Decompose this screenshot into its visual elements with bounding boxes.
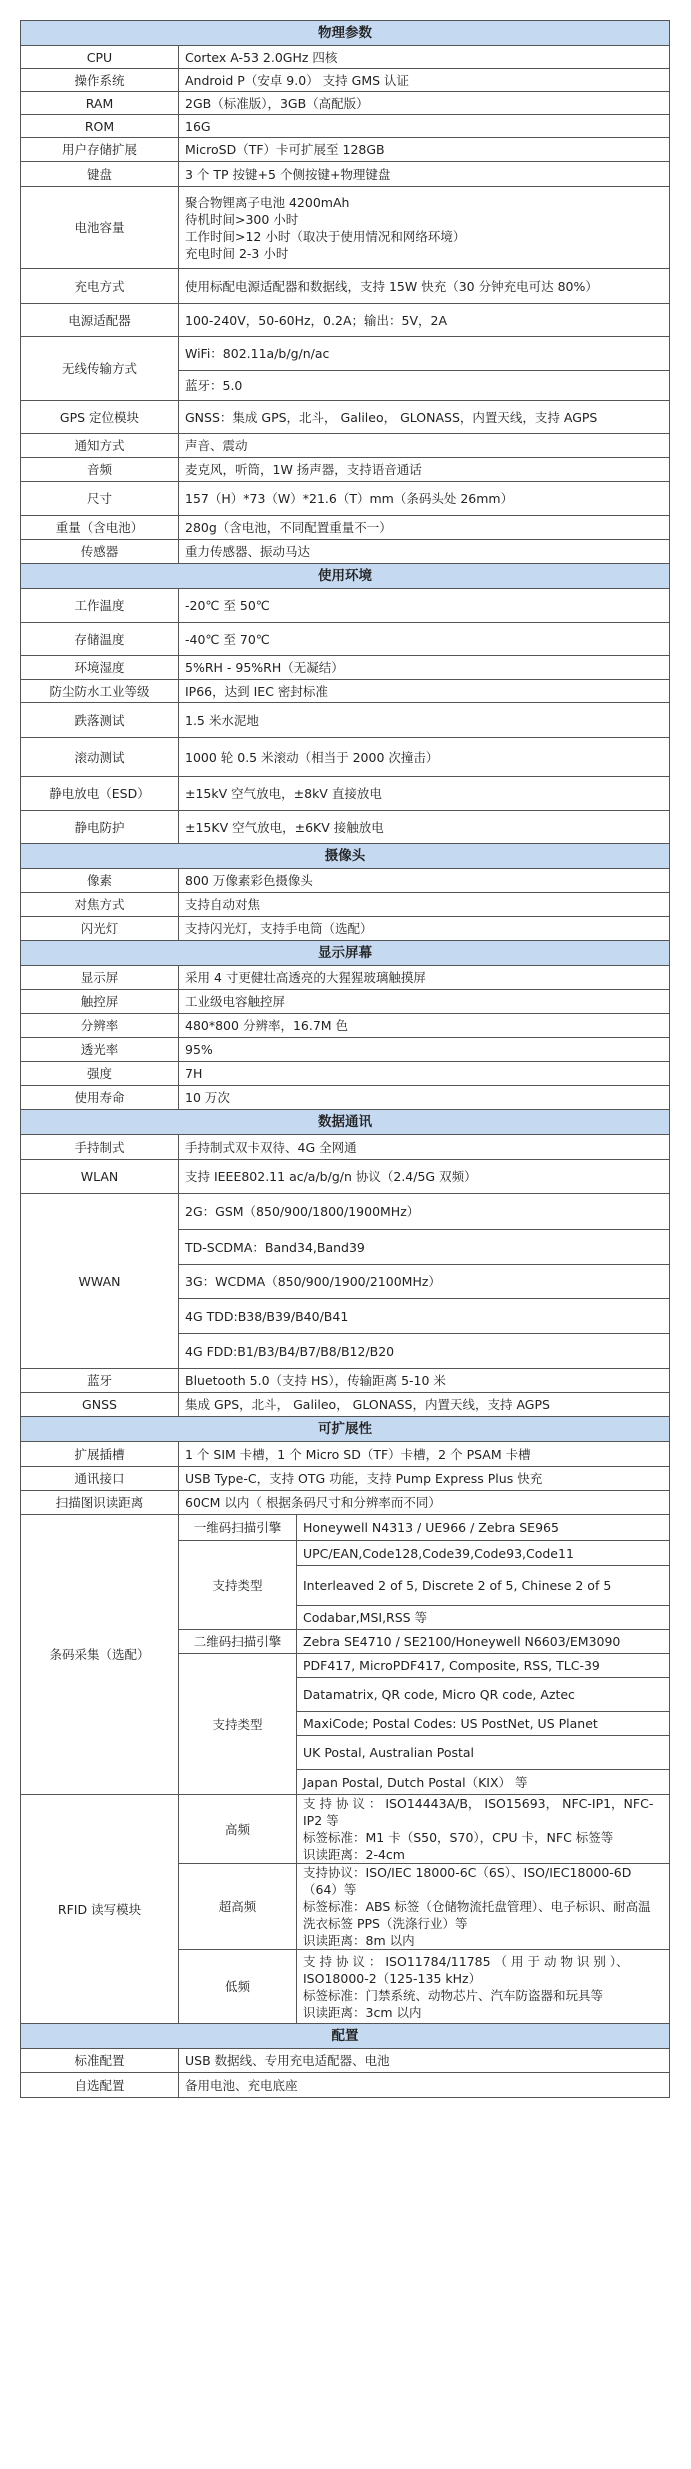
rfid-band-value (297, 1950, 670, 2024)
table-row (21, 434, 670, 458)
table-row (21, 564, 670, 589)
row-value: USB 数据线、专用充电适配器、电池 (179, 2049, 670, 2073)
row-label: 重量（含电池） (21, 516, 179, 540)
row-label: 音频 (21, 458, 179, 482)
table-row (21, 811, 670, 844)
rfid-band-name: 超高频 (179, 1864, 297, 1950)
row-label: 标准配置 (21, 2049, 179, 2073)
row-value: 157（H）*73（W）*21.6（T）mm（条码头处 26mm） (179, 482, 670, 516)
row-label: 跌落测试 (21, 703, 179, 738)
table-row (21, 1369, 670, 1393)
row-value: 备用电池、充电底座 (179, 2073, 670, 2098)
row-label: 触控屏 (21, 990, 179, 1014)
barcode-value: Honeywell N4313 / UE966 / Zebra SE965 (297, 1515, 670, 1541)
barcode-value: MaxiCode; Postal Codes: US PostNet, US Planet (297, 1712, 670, 1736)
row-label: 充电方式 (21, 269, 179, 304)
row-label: 强度 (21, 1062, 179, 1086)
row-value: IP66，达到 IEC 密封标准 (179, 680, 670, 703)
table-row (21, 893, 670, 917)
table-row (21, 401, 670, 434)
row-label: GPS 定位模块 (21, 401, 179, 434)
row-value (179, 187, 670, 269)
row-value: 支持自动对焦 (179, 893, 670, 917)
spec-table (20, 20, 670, 2098)
table-row (21, 623, 670, 656)
table-row (21, 1062, 670, 1086)
value-line: 识读距离：8m 以内 (303, 1933, 415, 1948)
row-label: 工作温度 (21, 589, 179, 623)
value-line: 待机时间>300 小时 (185, 211, 299, 227)
row-label: CPU (21, 46, 179, 69)
row-value: 支持闪光灯，支持手电筒（选配） (179, 917, 670, 941)
table-row (21, 777, 670, 811)
barcode-label: 条码采集（选配） (21, 1515, 179, 1795)
row-value: 2GB（标准版），3GB（高配版） (179, 92, 670, 115)
section-title-config: 配置 (21, 2024, 670, 2049)
row-value: 支持 IEEE802.11 ac/a/b/g/n 协议（2.4/5G 双频） (179, 1160, 670, 1194)
section-title-environment: 使用环境 (21, 564, 670, 589)
row-value: 麦克风，听筒，1W 扬声器，支持语音通话 (179, 458, 670, 482)
row-value: 100-240V，50-60Hz，0.2A；输出：5V，2A (179, 304, 670, 337)
row-value: WiFi：802.11a/b/g/n/ac (179, 337, 670, 371)
table-row (21, 1417, 670, 1442)
table-row (21, 1160, 670, 1194)
row-label: ROM (21, 115, 179, 138)
row-label: 尺寸 (21, 482, 179, 516)
row-label: 蓝牙 (21, 1369, 179, 1393)
table-row (21, 138, 670, 162)
table-row (21, 115, 670, 138)
row-value: 10 万次 (179, 1086, 670, 1110)
value-line: 聚合物锂离子电池 4200mAh (185, 194, 350, 210)
table-row (21, 516, 670, 540)
table-row (21, 1086, 670, 1110)
row-value: 3G：WCDMA（850/900/1900/2100MHz） (179, 1265, 670, 1299)
row-value: Android P（安卓 9.0） 支持 GMS 认证 (179, 69, 670, 92)
table-row (21, 162, 670, 187)
section-title-comm: 数据通讯 (21, 1110, 670, 1135)
row-value: -40℃ 至 70℃ (179, 623, 670, 656)
barcode-value: Codabar,MSI,RSS 等 (297, 1606, 670, 1630)
table-row (21, 1110, 670, 1135)
row-value: TD-SCDMA：Band34,Band39 (179, 1230, 670, 1265)
row-value: 4G FDD:B1/B3/B4/B7/B8/B12/B20 (179, 1334, 670, 1369)
rfid-label: RFID 读写模块 (21, 1795, 179, 2024)
row-value: 4G TDD:B38/B39/B40/B41 (179, 1299, 670, 1334)
row-label: 无线传输方式 (21, 337, 179, 401)
table-row (21, 269, 670, 304)
table-row (21, 540, 670, 564)
row-value: 7H (179, 1062, 670, 1086)
row-label: 静电防护 (21, 811, 179, 844)
table-row (21, 1515, 670, 1541)
row-label: 对焦方式 (21, 893, 179, 917)
table-row (21, 1393, 670, 1417)
row-label: 传感器 (21, 540, 179, 564)
row-label: WLAN (21, 1160, 179, 1194)
barcode-value: Datamatrix, QR code, Micro QR code, Aztec (297, 1678, 670, 1712)
table-row (21, 337, 670, 371)
section-title-display: 显示屏幕 (21, 941, 670, 966)
table-row (21, 738, 670, 777)
row-value: ±15KV 空气放电，±6KV 接触放电 (179, 811, 670, 844)
row-label: 使用寿命 (21, 1086, 179, 1110)
row-label: 手持制式 (21, 1135, 179, 1160)
value-line: 识读距离：2-4cm (303, 1847, 405, 1862)
table-row (21, 1014, 670, 1038)
row-value: 集成 GPS，北斗， Galileo， GLONASS，内置天线，支持 AGPS (179, 1393, 670, 1417)
table-row (21, 2073, 670, 2098)
value-line: 充电时间 2-3 小时 (185, 245, 289, 261)
row-value: 手持制式双卡双待、4G 全网通 (179, 1135, 670, 1160)
row-label: 键盘 (21, 162, 179, 187)
row-label: 扩展插槽 (21, 1442, 179, 1467)
barcode-value: Interleaved 2 of 5, Discrete 2 of 5, Chinese 2 of 5 (297, 1566, 670, 1606)
table-row (21, 92, 670, 115)
barcode-sub-label: 一维码扫描引擎 (179, 1515, 297, 1541)
barcode-value: UPC/EAN,Code128,Code39,Code93,Code11 (297, 1541, 670, 1566)
table-row (21, 1491, 670, 1515)
row-label: RAM (21, 92, 179, 115)
row-value: 480*800 分辨率，16.7M 色 (179, 1014, 670, 1038)
table-row (21, 1038, 670, 1062)
row-label: 通知方式 (21, 434, 179, 458)
table-row (21, 1467, 670, 1491)
value-line: 标签标准：M1 卡（S50，S70），CPU 卡，NFC 标签等 (303, 1830, 614, 1845)
table-row (21, 1135, 670, 1160)
table-row (21, 656, 670, 680)
row-label: 扫描图识读距离 (21, 1491, 179, 1515)
row-value: 使用标配电源适配器和数据线，支持 15W 快充（30 分钟充电可达 80%） (179, 269, 670, 304)
row-value: 60CM 以内（ 根据条码尺寸和分辨率而不同） (179, 1491, 670, 1515)
row-value: 95% (179, 1038, 670, 1062)
rfid-band-name: 低频 (179, 1950, 297, 2024)
barcode-value: Zebra SE4710 / SE2100/Honeywell N6603/EM3090 (297, 1630, 670, 1654)
table-row (21, 2049, 670, 2073)
value-line: 支 持 协 议 ： ISO11784/11785 （ 用 于 动 物 识 别 ）、ISO18000-2（125-135 kHz） (303, 1953, 629, 1986)
row-value: 800 万像素彩色摄像头 (179, 869, 670, 893)
row-label: 通讯接口 (21, 1467, 179, 1491)
table-row (21, 917, 670, 941)
row-value: GNSS：集成 GPS，北斗， Galileo， GLONASS，内置天线，支持 AGPS (179, 401, 670, 434)
table-row (21, 589, 670, 623)
row-label: 透光率 (21, 1038, 179, 1062)
row-value: 16G (179, 115, 670, 138)
table-row (21, 1194, 670, 1230)
row-label: 像素 (21, 869, 179, 893)
row-value: Cortex A-53 2.0GHz 四核 (179, 46, 670, 69)
row-value: -20℃ 至 50℃ (179, 589, 670, 623)
row-label: 静电放电（ESD） (21, 777, 179, 811)
barcode-value: Japan Postal, Dutch Postal（KIX） 等 (297, 1770, 670, 1795)
section-title-expand: 可扩展性 (21, 1417, 670, 1442)
table-row (21, 458, 670, 482)
table-row (21, 680, 670, 703)
value-line: 标签标准：门禁系统、动物芯片、汽车防盗器和玩具等 (303, 1987, 604, 2003)
table-row (21, 844, 670, 869)
table-row (21, 21, 670, 46)
row-value: USB Type-C，支持 OTG 功能，支持 Pump Express Plus 快充 (179, 1467, 670, 1491)
table-row (21, 187, 670, 269)
row-value: 蓝牙：5.0 (179, 371, 670, 401)
barcode-sub-label: 支持类型 (179, 1654, 297, 1795)
row-value: 1 个 SIM 卡槽，1 个 Micro SD（TF）卡槽，2 个 PSAM 卡槽 (179, 1442, 670, 1467)
row-value: 重力传感器、振动马达 (179, 540, 670, 564)
value-line: 工作时间>12 小时（取决于使用情况和网络环境） (185, 228, 466, 244)
value-line: 标签标准：ABS 标签（仓储物流托盘管理）、电子标识、耐高温洗衣标签 PPS（洗涤行业）等 (303, 1899, 651, 1931)
barcode-value: UK Postal, Australian Postal (297, 1736, 670, 1770)
table-row (21, 941, 670, 966)
section-title-camera: 摄像头 (21, 844, 670, 869)
row-value: 280g（含电池，不同配置重量不一） (179, 516, 670, 540)
barcode-sub-label: 二维码扫描引擎 (179, 1630, 297, 1654)
row-label: 用户存储扩展 (21, 138, 179, 162)
rfid-band-name: 高频 (179, 1795, 297, 1864)
table-row (21, 46, 670, 69)
row-value: 2G：GSM（850/900/1800/1900MHz） (179, 1194, 670, 1230)
row-label: 存储温度 (21, 623, 179, 656)
row-value: 1000 轮 0.5 米滚动（相当于 2000 次撞击） (179, 738, 670, 777)
row-label: GNSS (21, 1393, 179, 1417)
table-row (21, 2024, 670, 2049)
barcode-sub-label: 支持类型 (179, 1541, 297, 1630)
table-row (21, 482, 670, 516)
table-row (21, 1442, 670, 1467)
row-label: 环境湿度 (21, 656, 179, 680)
table-row (21, 69, 670, 92)
row-value: 工业级电容触控屏 (179, 990, 670, 1014)
row-label: 防尘防水工业等级 (21, 680, 179, 703)
row-label: 分辨率 (21, 1014, 179, 1038)
section-title-physical: 物理参数 (21, 21, 670, 46)
row-value: 1.5 米水泥地 (179, 703, 670, 738)
row-label: 滚动测试 (21, 738, 179, 777)
rfid-band-value (297, 1864, 670, 1950)
table-row (21, 990, 670, 1014)
value-line: 识读距离：3cm 以内 (303, 2004, 422, 2020)
value-line: 支 持 协 议 ： ISO14443A/B， ISO15693， NFC-IP1，NFC-IP2 等 (303, 1796, 654, 1828)
row-label: 电源适配器 (21, 304, 179, 337)
table-row (21, 703, 670, 738)
row-label: 操作系统 (21, 69, 179, 92)
barcode-value: PDF417, MicroPDF417, Composite, RSS, TLC-39 (297, 1654, 670, 1678)
row-value: 声音、震动 (179, 434, 670, 458)
rfid-band-value (297, 1795, 670, 1864)
row-label: 闪光灯 (21, 917, 179, 941)
row-value: 采用 4 寸更健壮高透亮的大猩猩玻璃触摸屏 (179, 966, 670, 990)
row-value: ±15kV 空气放电，±8kV 直接放电 (179, 777, 670, 811)
row-label: 显示屏 (21, 966, 179, 990)
row-value: Bluetooth 5.0（支持 HS），传输距离 5-10 米 (179, 1369, 670, 1393)
row-value: 5%RH - 95%RH（无凝结） (179, 656, 670, 680)
table-row (21, 1795, 670, 1864)
row-label: 自选配置 (21, 2073, 179, 2098)
table-row (21, 304, 670, 337)
table-row (21, 869, 670, 893)
row-value: 3 个 TP 按键+5 个侧按键+物理键盘 (179, 162, 670, 187)
row-label: 电池容量 (21, 187, 179, 269)
row-label: WWAN (21, 1194, 179, 1369)
table-row (21, 966, 670, 990)
row-value: MicroSD（TF）卡可扩展至 128GB (179, 138, 670, 162)
value-line: 支持协议：ISO/IEC 18000-6C（6S）、ISO/IEC18000-6D（64）等 (303, 1865, 632, 1897)
